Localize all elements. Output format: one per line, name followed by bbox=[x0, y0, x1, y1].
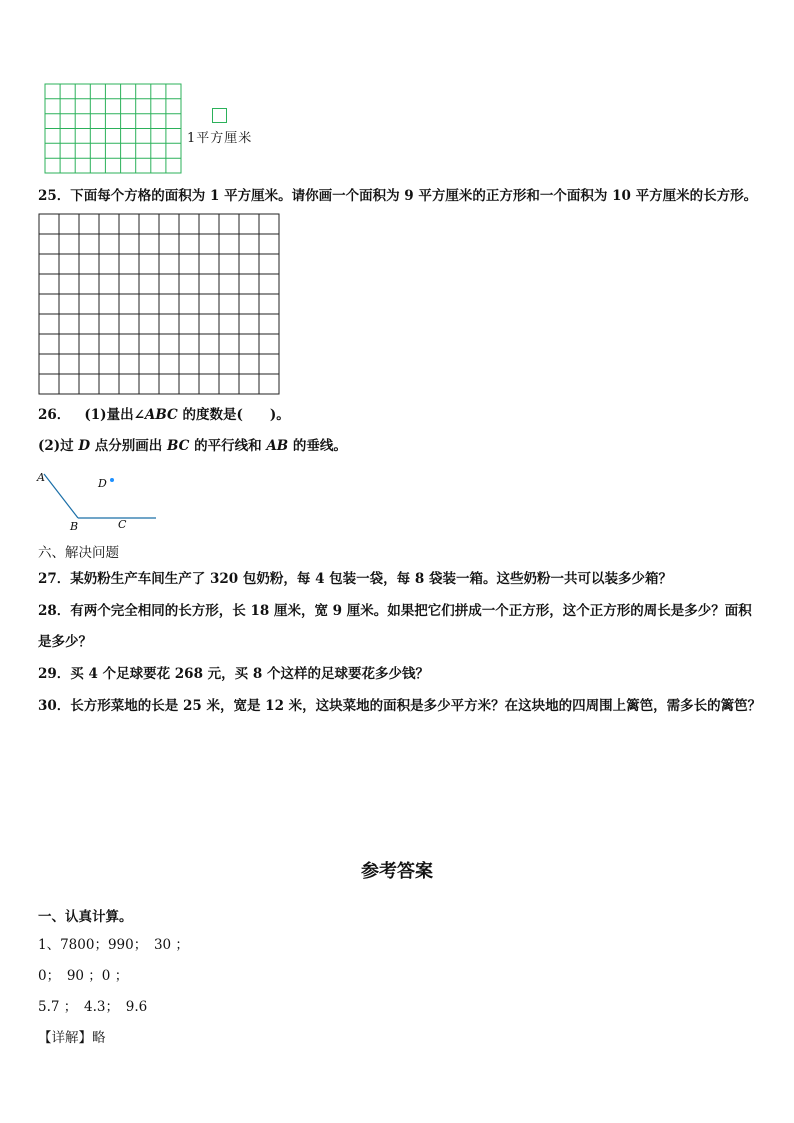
label-d: D bbox=[98, 477, 107, 490]
answer-line-3: 5.7 ； 4.3； 9.6 bbox=[38, 999, 148, 1015]
label-b: B bbox=[70, 520, 79, 533]
answer-line-2: 0； 90 ；0 ； bbox=[38, 968, 129, 984]
unit-square-legend bbox=[212, 108, 227, 123]
question-30: 30．长方形菜地的长是 25 米，宽是 12 米，这块菜地的面积是多少平方米？在这块地的四周围上篱笆，需多长的篱笆？ bbox=[38, 698, 762, 714]
answers-title: 参考答案 bbox=[361, 861, 433, 882]
question-28-line2: 是多少？ bbox=[38, 634, 92, 650]
answer-line-1: 1、7800；990； 30 ； bbox=[38, 937, 189, 953]
angle-diagram bbox=[34, 466, 164, 534]
label-a: A bbox=[37, 471, 45, 484]
point-d bbox=[110, 478, 114, 482]
segment-ab bbox=[44, 474, 78, 518]
question-27: 27．某奶粉生产车间生产了 320 包奶粉，每 4 包装一袋，每 8 袋装一箱。这些奶粉一共可以装多少箱？ bbox=[38, 571, 672, 587]
question-29: 29．买 4 个足球要花 268 元，买 8 个这样的足球要花多少钱？ bbox=[38, 666, 429, 682]
question-26-part1: 26． (1)量出∠ABC 的度数是( )。 bbox=[38, 407, 290, 423]
answer-detail: 【详解】略 bbox=[38, 1030, 106, 1046]
answers-section-1: 一、认真计算。 bbox=[38, 909, 133, 925]
drawing-grid bbox=[38, 213, 282, 397]
unit-square-label: 1平方厘米 bbox=[187, 131, 253, 146]
label-c: C bbox=[118, 518, 127, 531]
question-26-part2: (2)过 D 点分别画出 BC 的平行线和 AB 的垂线。 bbox=[38, 438, 347, 454]
green-grid bbox=[44, 83, 184, 175]
question-28-line1: 28．有两个完全相同的长方形，长 18 厘米，宽 9 厘米。如果把它们拼成一个正方形，这个正方形的周长是多少？面积 bbox=[38, 603, 752, 619]
question-25: 25．下面每个方格的面积为 1 平方厘米。请你画一个面积为 9 平方厘米的正方形和一个面积为 10 平方厘米的长方形。 bbox=[38, 188, 758, 204]
section-6-title: 六、解决问题 bbox=[38, 545, 119, 561]
